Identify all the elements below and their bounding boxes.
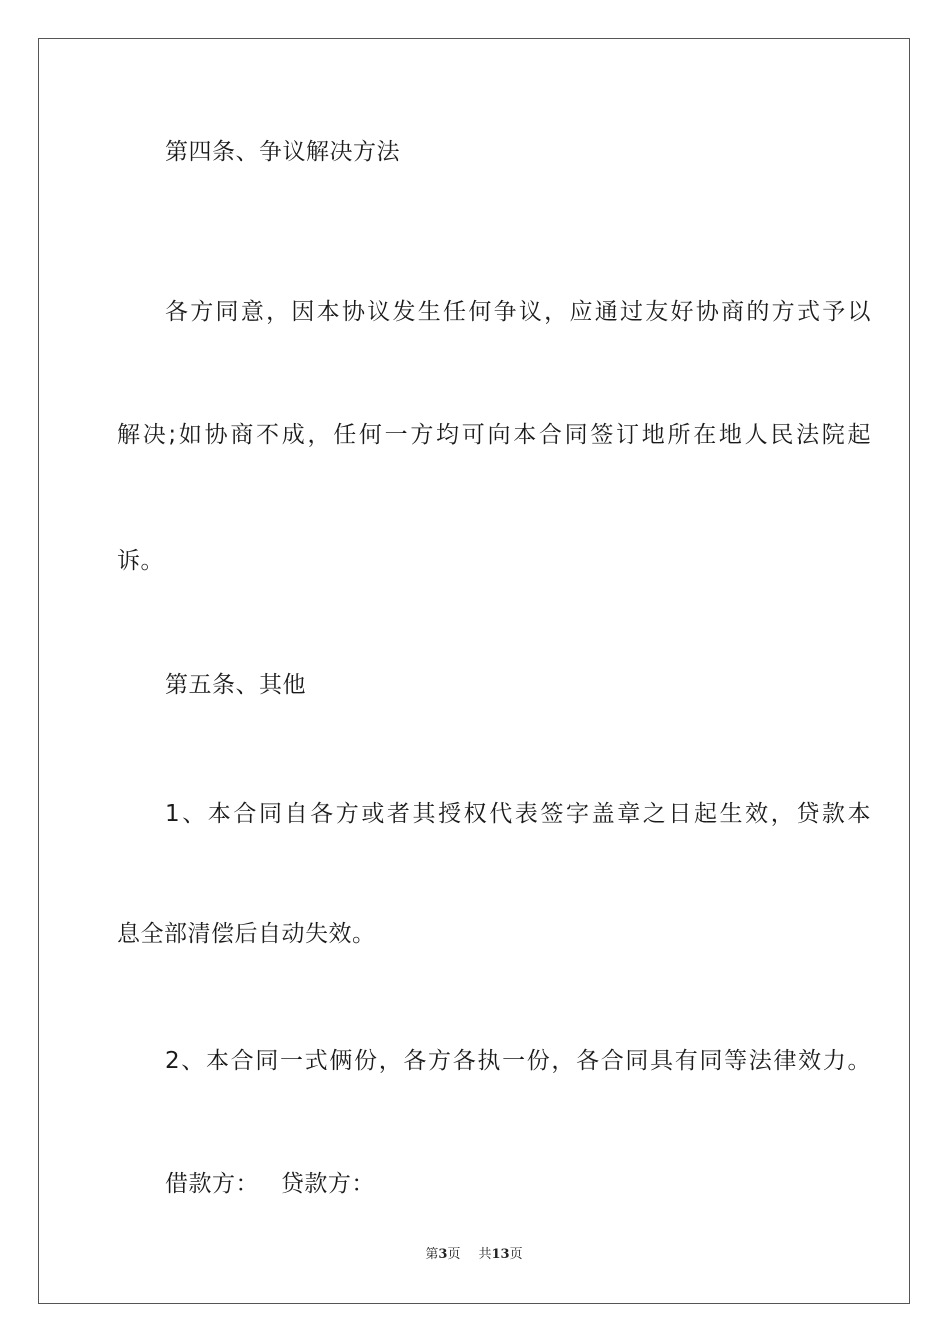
signature-line <box>39 1169 909 1199</box>
article4-paragraph-line2-text: 解决;如协商不成，任何一方均可向本合同签订地所在地人民法院起 <box>117 422 871 448</box>
borrower-label: 借款方： <box>165 1171 259 1197</box>
article4-paragraph-line1 <box>39 297 909 327</box>
total-suffix: 页 <box>509 1247 523 1262</box>
clause2-line1-text: 2、本合同一式俩份，各方各执一份，各合同具有同等法律效力。 <box>165 1048 871 1074</box>
article4-paragraph-line3: 诉。 <box>117 548 164 574</box>
page-number: 3 <box>438 1247 448 1262</box>
lender-label: 贷款方： <box>280 1171 375 1197</box>
page-suffix: 页 <box>447 1247 461 1262</box>
article5-heading: 第五条、其他 <box>165 672 306 698</box>
page-frame <box>38 38 910 1304</box>
article4-paragraph-line2 <box>39 420 909 450</box>
article4-paragraph-line1-text: 各方同意，因本协议发生任何争议，应通过友好协商的方式予以 <box>165 299 871 325</box>
clause1-line2: 息全部清偿后自动失效。 <box>117 921 376 947</box>
page-prefix: 第 <box>425 1247 439 1262</box>
page-footer <box>39 1247 909 1263</box>
clause2-line1 <box>39 1046 909 1076</box>
clause1-line1-text: 1、本合同自各方或者其授权代表签字盖章之日起生效，贷款本 <box>165 801 871 827</box>
clause1-line1 <box>39 799 909 829</box>
total-prefix: 共 <box>478 1247 492 1262</box>
article4-heading: 第四条、争议解决方法 <box>165 139 400 165</box>
total-pages: 13 <box>491 1247 510 1262</box>
